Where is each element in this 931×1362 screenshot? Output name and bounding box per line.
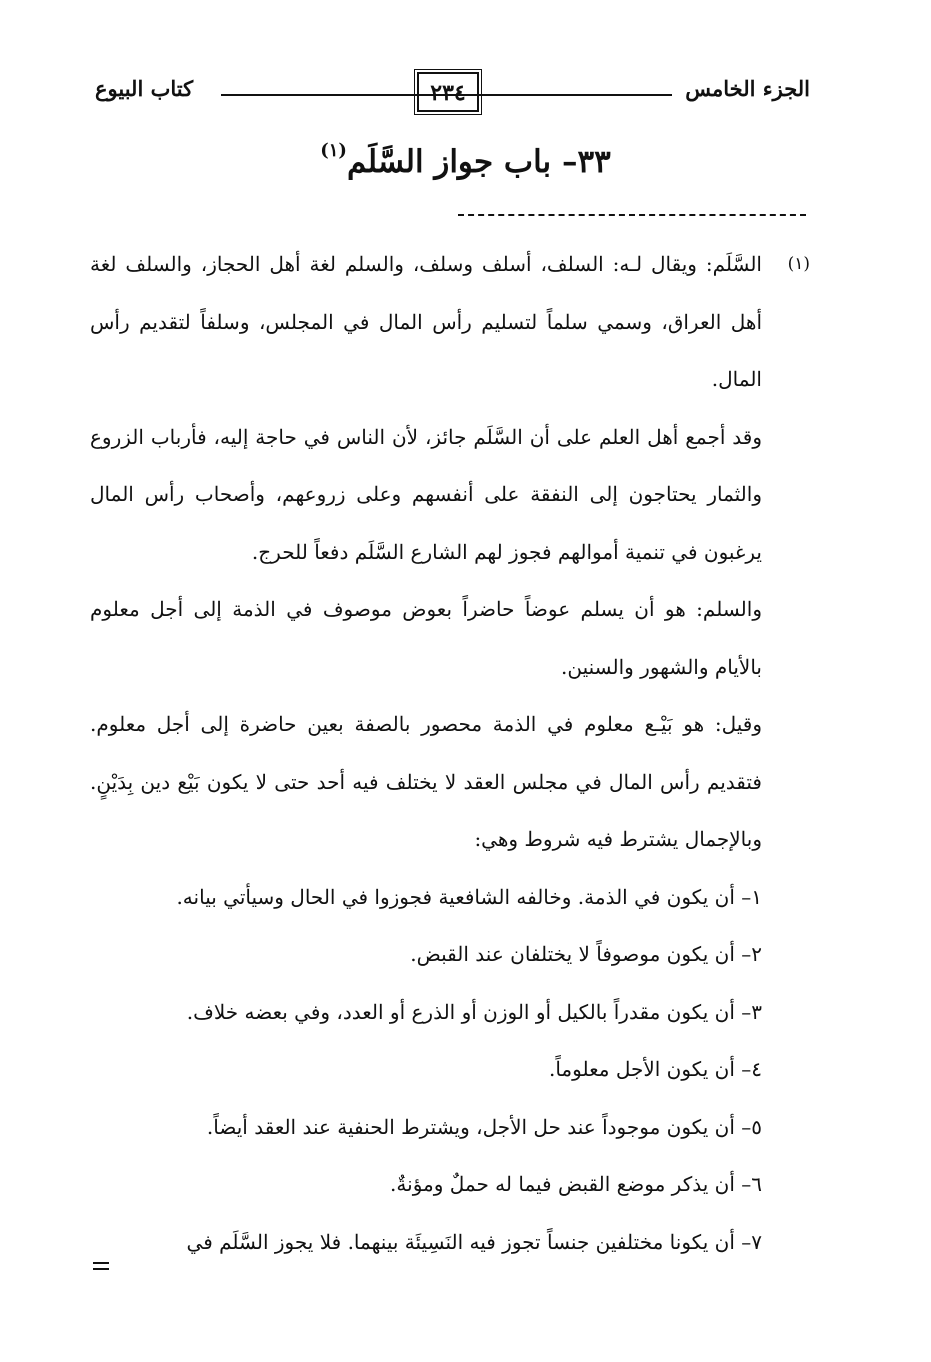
footnote-paragraph: وقيل: هو بَيْـع معلوم في الذمة محصور بالصفة بعين حاضرة إلى أجل معلوم. فتقديم رأس المال في مجلس العقد لا يختلف فيه أحد حتى لا يكون بَيْع دين بِدَيْنٍ. وبالإجمال يشترط فيه شروط وهي:	[90, 712, 762, 851]
footnote-paragraph: وقد أجمع أهل العلم على أن السَّلَم جائز، لأن الناس في حاجة إليه، فأرباب الزروع والثمار يحتاجون إلى النفقة على أنفسهم وعلى زروعهم، وأصحاب رأس المال يرغبون في تنمية أموالهم فجوز لهم الشارع السَّلَم دفعاً للحرج.	[90, 424, 762, 564]
continuation-mark	[93, 1262, 109, 1274]
condition-item: ٢– أن يكون موصوفاً لا يختلفان عند القبض.	[410, 942, 762, 966]
footnote-body	[90, 236, 810, 1271]
footnote-paragraph: السَّلَم: ويقال لـه: السلف، أسلف وسلف، والسلم لغة أهل الحجاز، والسلف لغة أهل العراق، وسمي سلماً لتسليم رأس المال في المجلس، وسلفاً لتقديم رأس المال.	[90, 252, 762, 391]
footnote-first-block	[90, 236, 810, 409]
footnote-paragraph: والسلم: هو أن يسلم عوضاً حاضراً بعوض موصوف في الذمة إلى أجل معلوم بالأيام والشهور والسنين.	[90, 597, 762, 679]
chapter-title	[0, 140, 931, 180]
chapter-footnote-ref: (١)	[320, 140, 347, 161]
page-header	[95, 72, 810, 116]
page-number: ٢٣٤	[417, 72, 479, 112]
part-label: الجزء الخامس	[685, 76, 810, 101]
book-label: كتاب البيوع	[95, 76, 194, 101]
condition-item: ٥– أن يكون موجوداً عند حل الأجل، ويشترط الحنفية عند العقد أيضاً.	[206, 1114, 762, 1139]
condition-item: ٧– أن يكونا مختلفين جنساً تجوز فيه النَسِيئَة بينهما. فلا يجوز السَّلَم في	[186, 1229, 762, 1254]
condition-item: ٣– أن يكون مقدراً بالكيل أو الوزن أو الذرع أو العدد، وفي بعضه خلاف.	[186, 999, 762, 1024]
header-rule-left	[221, 94, 417, 96]
condition-item: ٤– أن يكون الأجل معلوماً.	[548, 1057, 762, 1081]
condition-item: ١– أن يكون في الذمة. وخالفه الشافعية فجوزوا في الحال وسيأتي بيانه.	[176, 884, 762, 909]
footnote-separator	[458, 214, 806, 216]
condition-item: ٦– أن يذكر موضع القبض فيما له حملٌ ومؤنةٌ.	[390, 1172, 762, 1196]
footnote-number: (١)	[787, 254, 810, 274]
chapter-title-text: ٣٣– باب جواز السَّلَم	[346, 144, 611, 180]
